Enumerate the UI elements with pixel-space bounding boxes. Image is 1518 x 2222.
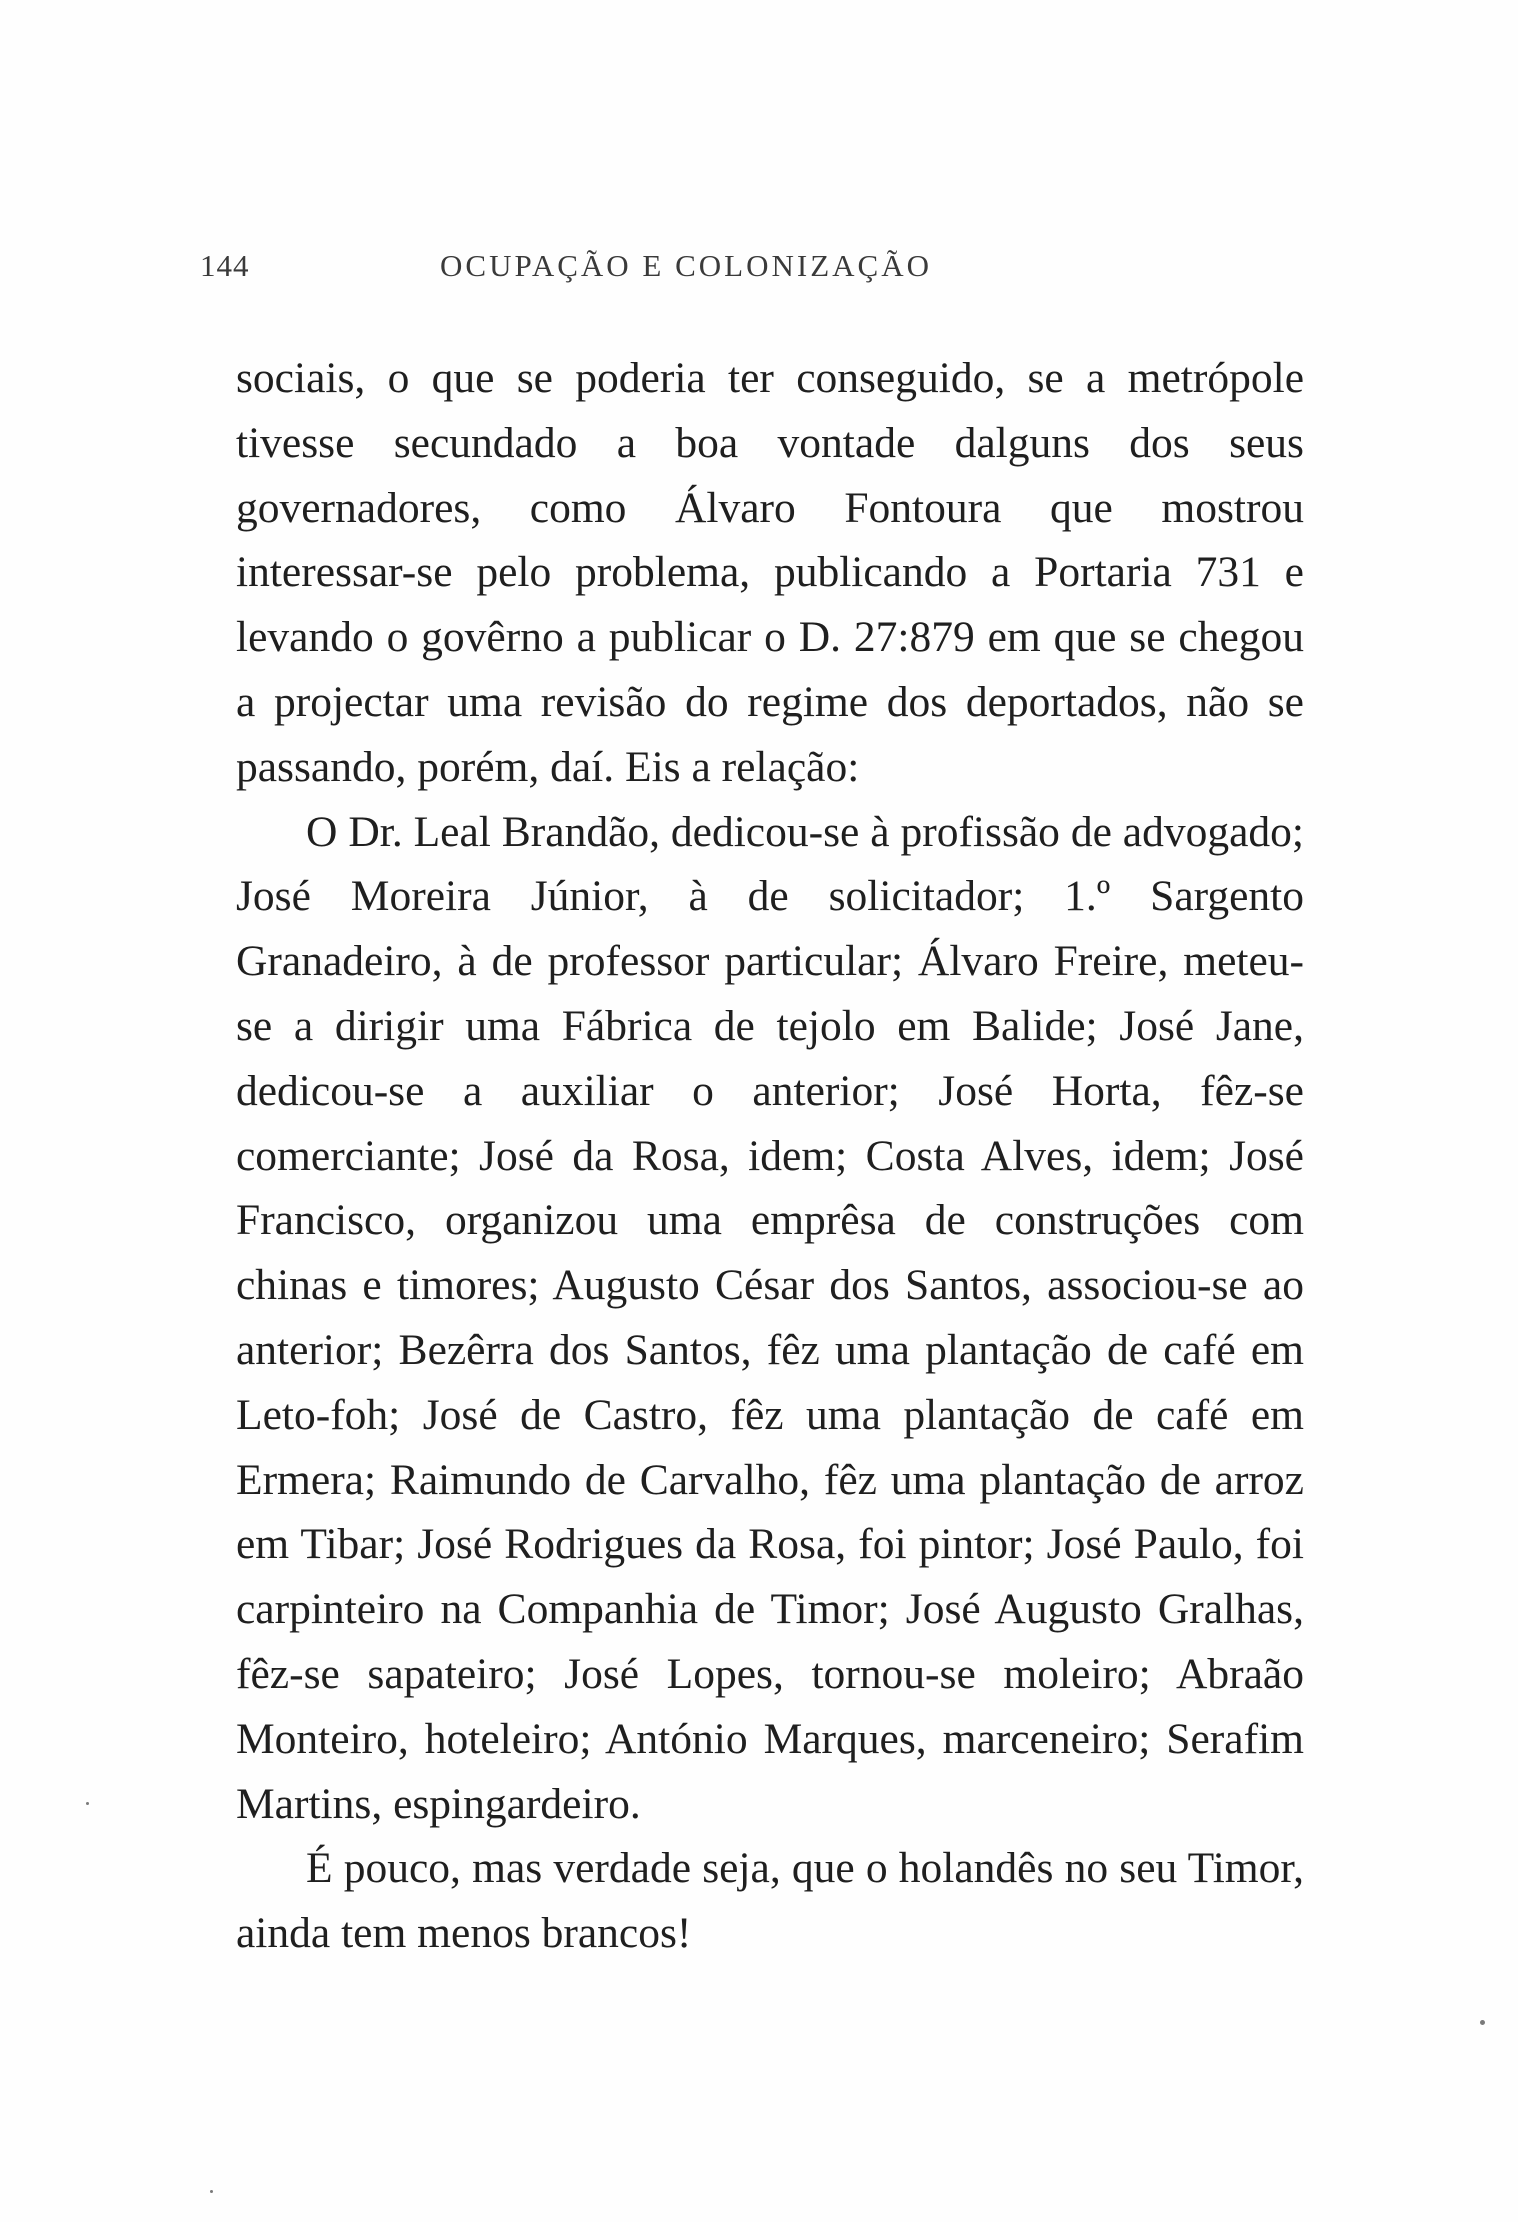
- paragraph-intro: sociais, o que se poderia ter conseguido, se a metrópole tivesse secundado a boa vontade dalguns dos seus governadores, como Álvaro Fontoura que mostrou interessar-se pelo problema, publicando a Portaria 731 e levando o govêrno a publicar o D. 27:879 em que se chegou a projectar uma revisão do regime dos deportados, não se passando, porém, daí. Eis a relação:: [236, 354, 1304, 791]
- scan-speck: [1480, 2020, 1485, 2025]
- paragraph-conclusion: É pouco, mas verdade seja, que o holandês no seu Timor, ainda tem menos brancos!: [236, 1844, 1304, 1958]
- paragraph-list: O Dr. Leal Brandão, dedicou-se à profissão de advogado; José Moreira Júnior, à de solicitador; 1.º Sargento Granadeiro, à de professor particular; Álvaro Freire, meteu-se a dirigir uma Fábrica de tejolo em Balide; José Jane, dedicou-se a auxiliar o anterior; José Horta, fêz-se comerciante; José da Rosa, idem; Costa Alves, idem; José Francisco, organizou uma emprêsa de construções com chinas e timores; Augusto César dos Santos, associou-se ao anterior; Bezêrra dos Santos, fêz uma plantação de café em Leto-foh; José de Castro, fêz uma plantação de café em Ermera; Raimundo de Carvalho, fêz uma plantação de arroz em Tibar; José Rodrigues da Rosa, foi pintor; José Paulo, foi carpinteiro na Companhia de Timor; José Augusto Gralhas, fêz-se sapateiro; José Lopes, tornou-se moleiro; Abraão Monteiro, hoteleiro; António Marques, marceneiro; Serafim Martins, espingardeiro.: [236, 807, 1304, 1828]
- running-title: OCUPAÇÃO E COLONIZAÇÃO: [440, 248, 932, 283]
- page-number: 144: [200, 248, 250, 283]
- scan-speck: [210, 2190, 213, 2193]
- body-text: [236, 346, 1304, 1966]
- scan-speck: [86, 1802, 89, 1805]
- page-header: [200, 248, 1300, 288]
